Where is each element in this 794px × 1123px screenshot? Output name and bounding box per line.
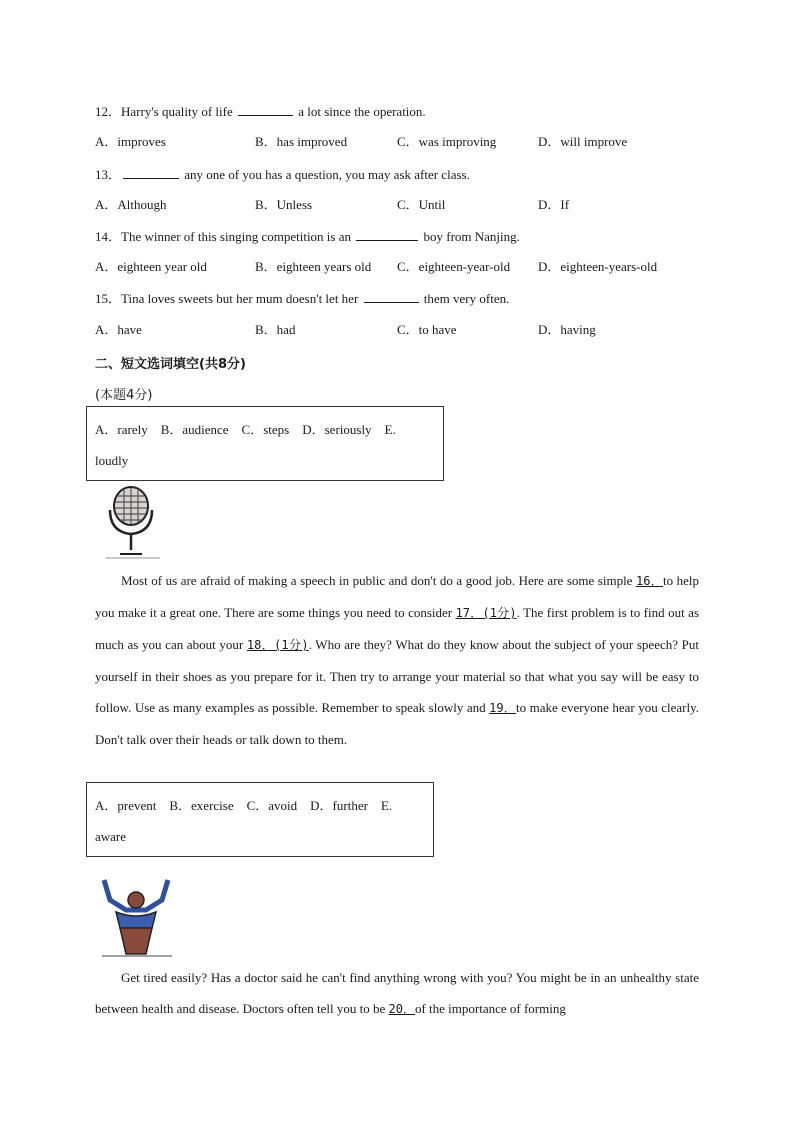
question-15-stem: 15．Tina loves sweets but her mum doesn't let her them very often. [95,291,510,306]
gap-20[interactable]: 20． [388,1002,415,1016]
passage-2: Get tired easily? Has a doctor said he can't find anything wrong with you? You might be in an unhealthy state between health and disease. Doctors often tell you to be 20．of the importance of forming [95,970,699,1016]
gap-16[interactable]: 16． [635,574,663,588]
option-b: B．Unless [255,197,313,212]
option-a: A．improves [95,134,166,149]
option-d: D．eighteen-years-old [538,259,658,274]
option-a: A．Although [95,197,167,212]
option-c: C．Until [397,197,446,212]
option-c: C．eighteen-year-old [397,259,511,274]
question-14-stem: 14．The winner of this singing competition is an boy from Nanjing. [95,229,520,244]
option-c: C．was improving [397,134,497,149]
option-b: B．eighteen years old [255,259,372,274]
answer-blank[interactable] [123,166,179,179]
question-13-stem: 13． any one of you has a question, you may ask after class. [95,167,470,182]
gap-17[interactable]: 17．(1分) [455,606,517,620]
microphone-icon [104,484,164,562]
section-note: (本题4分) [95,388,153,403]
option-d: D．having [538,322,596,337]
word-box-options-cont: aware [95,829,127,844]
answer-blank[interactable] [238,103,293,116]
word-box-options-cont: loudly [95,453,129,468]
word-box-options: A．prevent B．exercise C．avoid D．further E. [95,798,393,813]
word-box-1 [86,406,444,481]
word-box-2 [86,782,434,857]
passage-1: Most of us are afraid of making a speech in public and don't do a good job. Here are some simple 16．to help you make it a great one. There are some things you need to consider 17．(1分). The first problem is to find out as much as you can about your 18．(1分). Who are they? What do they know about the subject of your speech? Put yourself in their shoes as you prepare for it. Then try to arrange your material so that what you say will be easy to follow. Use as many examples as possible. Remember to speak slowly and 19．to make everyone hear you clearly. Don't talk over their heads or talk down to them. [95,573,700,747]
exercise-figure-icon [96,870,176,960]
option-d: D．will improve [538,134,628,149]
option-b: B．had [255,322,296,337]
option-b: B．has improved [255,134,348,149]
gap-19[interactable]: 19． [489,701,517,715]
section-title: 二、短文选词填空(共8分) [95,357,246,372]
answer-blank[interactable] [356,228,418,241]
word-box-options: A．rarely B．audience C．steps D．seriously E. [95,422,396,437]
option-a: A．eighteen year old [95,259,207,274]
answer-blank[interactable] [364,290,419,303]
option-a: A．have [95,322,142,337]
option-d: D．If [538,197,570,212]
question-12-stem: 12．Harry's quality of life a lot since the operation. [95,104,426,119]
option-c: C．to have [397,322,457,337]
gap-18[interactable]: 18．(1分) [246,638,309,652]
